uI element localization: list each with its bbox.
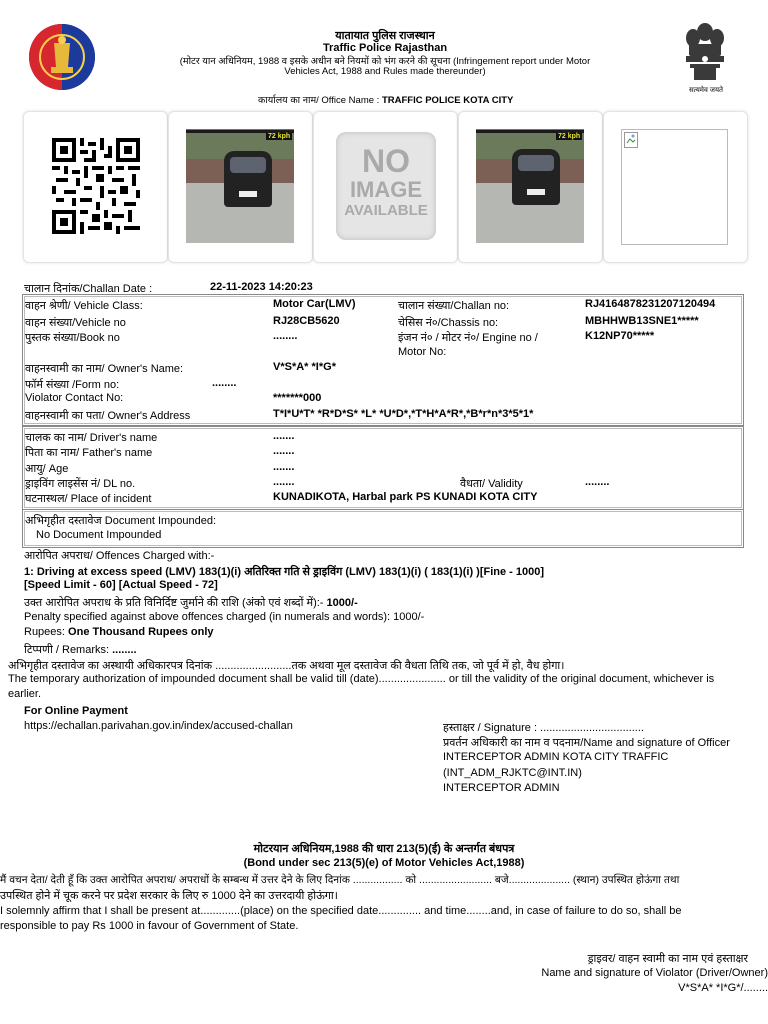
speed-overlay-1: 72 kph: [268, 133, 291, 140]
bond-en-1: I solemnly affirm that I shall be present at.............(place) on the specified date.............. and time........and, in case of failure to do so, shall be: [0, 905, 682, 917]
office-label: कार्यालय का नाम/ Office Name :: [258, 95, 380, 106]
offence-line-2: [Speed Limit - 60] [Actual Speed - 72]: [24, 579, 218, 591]
owner-address-value: T*I*U*T* *R*D*S* *L* *U*D*,*T*H*A*R*,*B*r*n*3*5*1*: [273, 408, 534, 420]
emblem-caption: सत्यमेव जयते: [688, 87, 724, 94]
engine-value: K12NP70*****: [585, 330, 655, 342]
penalty-hi-value: 1000/-: [326, 597, 358, 609]
rupees-line: [24, 626, 214, 638]
impound-value: No Document Impounded: [36, 529, 162, 541]
officer-line-2: (INT_ADM_RJKTC@INT.IN): [443, 767, 582, 779]
owner-name-value: V*S*A* *I*G*: [273, 361, 336, 373]
rupees-label: Rupees:: [24, 626, 65, 638]
violator-name: V*S*A* *I*G*/........: [678, 982, 768, 994]
remarks-value: ........: [112, 644, 137, 656]
bond-title-en: (Bond under sec 213(5)(e) of Motor Vehicles Act,1988): [243, 857, 525, 869]
vehicle-photo-1: [186, 129, 294, 243]
qr-code: [52, 138, 140, 234]
bond-hi-2: उपस्थित होने में चूक करने पर प्रदेश सरकार के लिए रु 1000 देने का उत्तरदायी होऊंगा।: [0, 890, 338, 902]
book-no-value: ........: [273, 330, 298, 342]
bond-title-hi: मोटरयान अधिनियम,1988 की धारा 213(5)(ई) के अन्तर्गत बंधपत्र: [253, 843, 515, 855]
challan-no-value: RJ416487823120712049​4: [585, 298, 716, 310]
rupees-value: One Thousand Rupees only: [68, 626, 214, 638]
validity-note-en-2: earlier.: [8, 688, 42, 700]
dl-no-value: .......: [273, 476, 295, 488]
header-title-en: Traffic Police Rajasthan: [322, 42, 448, 54]
officer-label: प्रवर्तन अधिकारी का नाम व पदनाम/Name and signature of Officer: [443, 737, 730, 749]
remarks-label: टिप्पणी / Remarks:: [24, 644, 110, 656]
validity-note-hi: अभिगृहीत दस्तावेज का अस्थायी अधिकारपत्र दिनांक .........................तक अथवा मूल दस्तावेज की वैधता तिथि तक, जो पूर्व में हो, वैध होगा।: [8, 660, 565, 672]
bond-hi-1: मैं वचन देता/ देती हूँ कि उक्त आरोपित अपराध/ अपराधों के सम्बन्ध में उत्तर देने के लिए दिनांक ................. को ......................... बजे..................... (स्थान) उपस्थित होऊंगा तथा: [0, 874, 680, 886]
vehicle-photo-1-box: [168, 111, 313, 263]
no-image-box: [313, 111, 458, 263]
incident-label: घटनास्थल/ Place of incident: [25, 493, 152, 505]
father-name-label: पिता का नाम/ Father's name: [25, 447, 153, 459]
header-title-hi: यातायात पुलिस राजस्थान: [335, 30, 435, 42]
speed-overlay-2: 72 kph: [558, 133, 581, 140]
owner-name-label: वाहनस्वामी का नाम/ Owner's Name:: [25, 363, 184, 375]
vehicle-photo-2: [476, 129, 584, 243]
driver-name-label: चालक का नाम/ Driver's name: [25, 432, 158, 444]
violator-label-en: Name and signature of Violator (Driver/Owner): [541, 967, 768, 979]
online-payment-link[interactable]: https://echallan.parivahan.gov.in/index/accused-challan: [24, 720, 293, 732]
book-no-label: पुस्तक संख्या/Book no: [25, 332, 120, 344]
incident-value: KUNADIKOTA, Harbal park PS KUNADI KOTA CITY: [273, 491, 538, 503]
broken-image: [621, 129, 728, 245]
vehicle-photo-2-box: [458, 111, 603, 263]
age-label: आयु/ Age: [25, 463, 69, 475]
signature-label: हस्ताक्षर / Signature : ..................................: [443, 722, 644, 734]
validity-value: ........: [585, 476, 610, 488]
broken-image-box: [603, 111, 748, 263]
dl-no-label: ड्राइविंग लाइसेंस नं/ DL no.: [25, 478, 136, 490]
national-emblem-icon: [680, 18, 730, 84]
impound-label: अभिगृहीत दस्तावेज Document Impounded:: [25, 515, 217, 527]
challan-date-value: 22-11-2023 14:20:23: [210, 281, 313, 293]
offence-header: आरोपित अपराध/ Offences Charged with:-: [24, 550, 215, 562]
header-subtitle-1: (मोटर यान अधिनियम, 1988 व इसके अधीन बने नियमों को भंग करने की सूचना (Infringement report under Motor: [179, 56, 591, 67]
offence-line-1: 1: Driving at excess speed (LMV) 183(1)(i) अतिरिक्त गति से ड्राइविंग (LMV) 183(1)(i) ( 183(1)(i) )[Fine - 1000]: [24, 566, 545, 578]
remarks-line: [24, 642, 137, 657]
form-no-value: ........: [212, 377, 237, 389]
broken-image-icon: [624, 132, 638, 148]
online-payment-label: For Online Payment: [24, 705, 128, 717]
penalty-hi-label: उक्त आरोपित अपराध के प्रति विनिर्दिष्ट जुर्माने की राशि (अंको एवं शब्दों में):-: [24, 597, 324, 609]
rajasthan-police-logo: [26, 23, 98, 91]
penalty-en: Penalty specified against above offences charged (in numerals and words): 1000/-: [24, 611, 425, 623]
challan-date-label: चालान दिनांक/Challan Date :: [24, 283, 153, 295]
penalty-hi: [24, 595, 358, 610]
vehicle-class-value: Motor Car(LMV): [273, 298, 356, 310]
engine-label: इंजन नं० / मोटर नं०/ Engine no /: [398, 332, 538, 344]
header-subtitle-2: Vehicles Act, 1988 and Rules made thereunder): [284, 66, 486, 77]
chassis-value: MBHHWB13SNE1*****: [585, 315, 699, 327]
office-value: TRAFFIC POLICE KOTA CITY: [381, 95, 514, 106]
contact-value: *******000: [273, 392, 322, 404]
engine-label-2: Motor No:: [398, 346, 447, 358]
father-name-value: .......: [273, 445, 295, 457]
validity-note-en-1: The temporary authorization of impounded document shall be valid till (date)...................... or till the validity of the original document, whichever is: [8, 673, 715, 685]
violator-label-hi: ड्राइवर/ वाहन स्वामी का नाम एवं हस्ताक्षर: [587, 953, 748, 965]
vehicle-class-label: वाहन श्रेणी/ Vehicle Class:: [25, 300, 143, 312]
age-value: .......: [273, 461, 295, 473]
contact-label: Violator Contact No:: [25, 392, 124, 404]
validity-label: वैधता/ Validity: [460, 478, 523, 490]
officer-line-3: INTERCEPTOR ADMIN: [443, 782, 560, 794]
vehicle-no-value: RJ28CB5620: [273, 315, 340, 327]
officer-line-1: INTERCEPTOR ADMIN KOTA CITY TRAFFIC: [443, 751, 669, 763]
driver-name-value: .......: [273, 430, 295, 442]
no-image-placeholder: NO IMAGE AVAILABLE: [336, 132, 436, 240]
owner-address-label: वाहनस्वामी का पता/ Owner's Address: [25, 410, 191, 422]
challan-no-label: चालान संख्या/Challan no:: [398, 300, 510, 312]
bond-en-2: responsible to pay Rs 1000 in favour of Government of State.: [0, 920, 299, 932]
chassis-label: चेसिस नं०/Chassis no:: [398, 317, 499, 329]
vehicle-no-label: वाहन संख्या/Vehicle no: [25, 317, 126, 329]
form-no-label: फॉर्म संख्या /Form no:: [25, 379, 120, 391]
office-name: [258, 93, 513, 106]
qr-code-box: [23, 111, 168, 263]
